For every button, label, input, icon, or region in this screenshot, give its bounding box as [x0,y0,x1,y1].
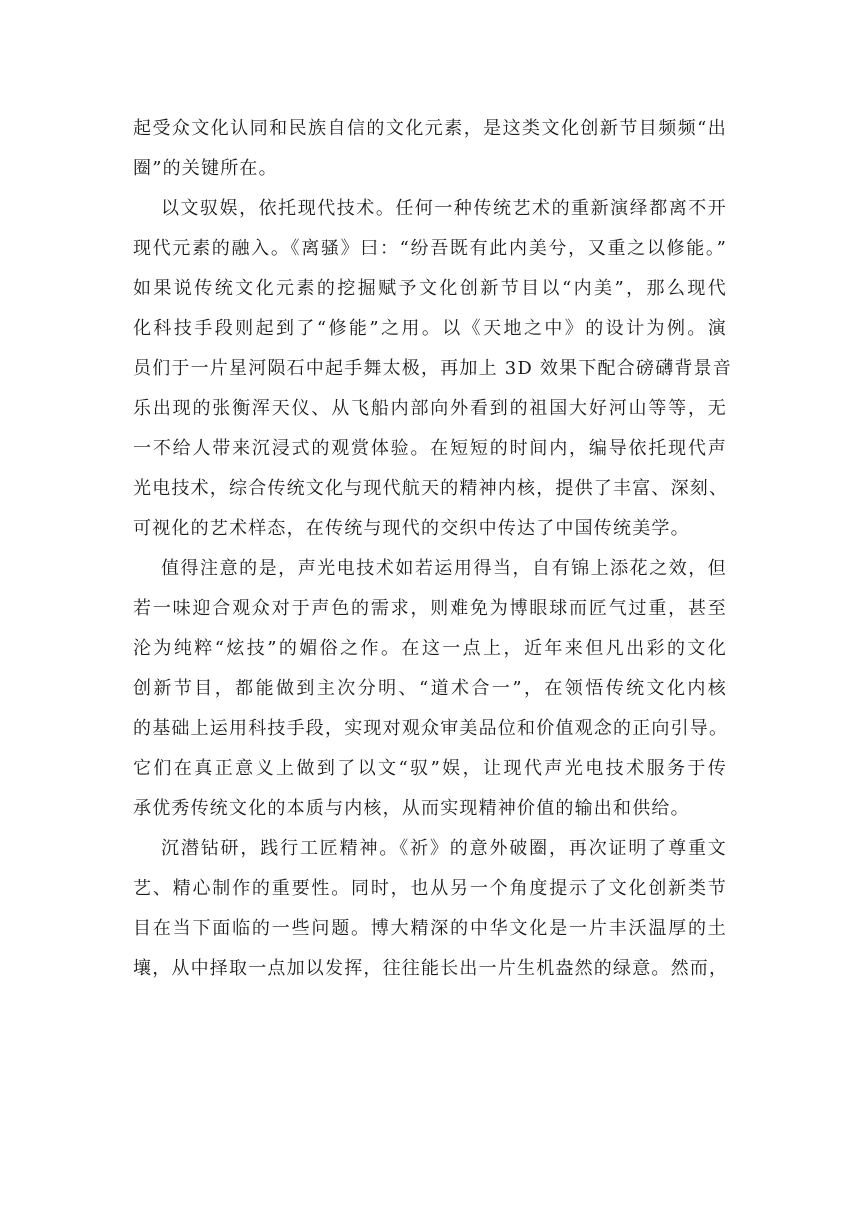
article-body [133,114,732,994]
text-line: 圈”的关键所在。 [133,158,278,179]
text-line: 起受众文化认同和民族自信的文化元素，是这类文化创新节目频频“出 [133,118,727,139]
text-line: 一不给人带来沉浸式的观赏体验。在短短的时间内，编导依托现代声 [133,438,727,459]
text-line: 目在当下面临的一些问题。博大精深的中华文化是一片丰沃温厚的土 [133,918,727,939]
paragraph-first-line: 以文驭娱，依托现代技术。任何一种传统艺术的重新演绎都离不开 [161,198,727,219]
text-line: 乐出现的张衡浑天仪、从飞船内部向外看到的祖国大好河山等等，无 [133,398,727,419]
text-line: 创新节目，都能做到主次分明、“道术合一”，在领悟传统文化内核 [133,678,727,699]
paragraph-first-line: 沉潜钻研，践行工匠精神。《祈》的意外破圈，再次证明了尊重文 [161,838,727,859]
text-line: 员们于一片星河陨石中起手舞太极，再加上 3D 效果下配合磅礴背景音 [133,358,732,379]
text-line: 若一味迎合观众对于声色的需求，则难免为博眼球而匠气过重，甚至 [133,598,727,619]
text-line: 承优秀传统文化的本质与内核，从而实现精神价值的输出和供给。 [133,798,690,819]
text-line: 艺、精心制作的重要性。同时，也从另一个角度提示了文化创新类节 [133,878,727,899]
paragraph-first-line: 值得注意的是，声光电技术如若运用得当，自有锦上添花之效，但 [161,558,727,579]
text-line: 现代元素的融入。《离骚》曰：“纷吾既有此内美兮，又重之以修能。” [133,238,727,259]
text-line: 它们在真正意义上做到了以文“驭”娱，让现代声光电技术服务于传 [133,758,727,779]
text-line: 可视化的艺术样态，在传统与现代的交织中传达了中国传统美学。 [133,518,690,539]
text-line: 化科技手段则起到了“修能”之用。以《天地之中》的设计为例。演 [133,318,727,339]
text-line: 的基础上运用科技手段，实现对观众审美品位和价值观念的正向引导。 [133,718,729,739]
text-line: 沦为纯粹“炫技”的媚俗之作。在这一点上，近年来但凡出彩的文化 [133,638,727,659]
text-line: 壤，从中择取一点加以发挥，往往能长出一片生机盎然的绿意。然而， [133,958,729,979]
text-line: 如果说传统文化元素的挖掘赋予文化创新节目以“内美”，那么现代 [133,278,727,299]
text-line: 光电技术，综合传统文化与现代航天的精神内核，提供了丰富、深刻、 [133,478,729,499]
